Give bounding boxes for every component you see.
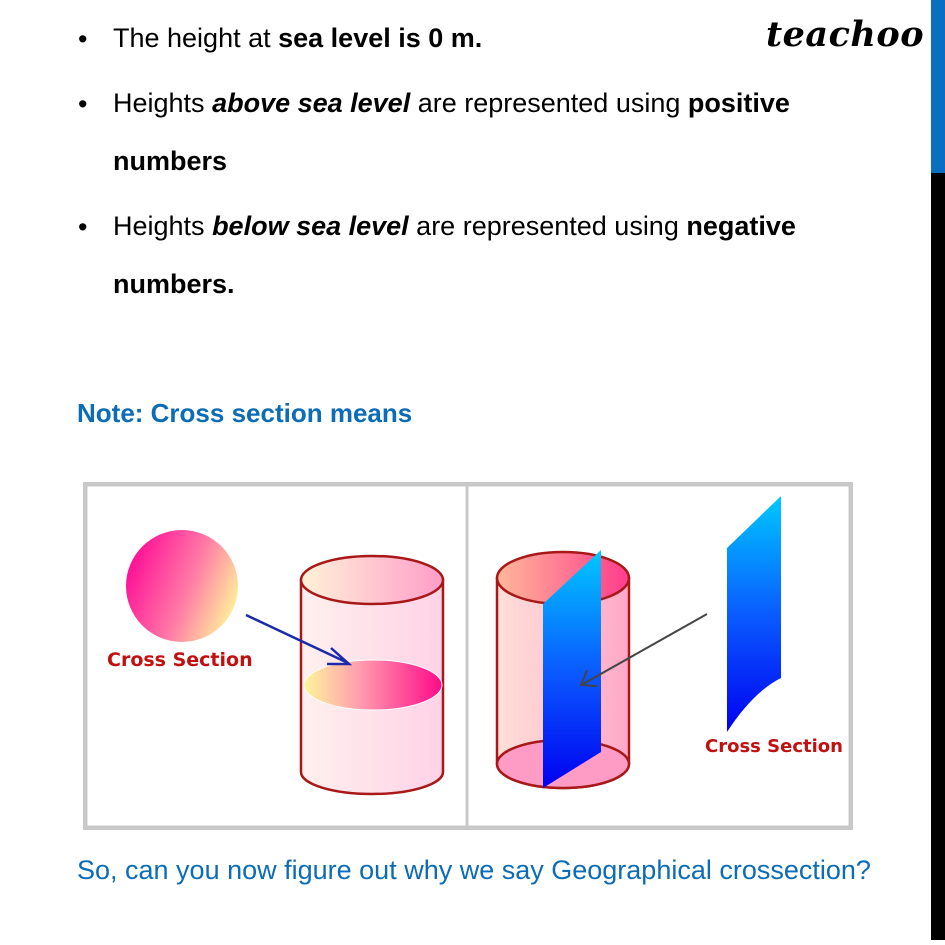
bullet-below-sea-level bbox=[113, 210, 796, 242]
note-heading: Note: Cross section means bbox=[77, 398, 413, 428]
closing-question: So, can you now figure out why we say Geographical crossection? bbox=[77, 855, 871, 885]
text-bold: sea level is 0 m. bbox=[278, 23, 483, 53]
right-cross-section-label: Cross Section bbox=[705, 736, 843, 757]
bullet-icon: • bbox=[78, 212, 88, 242]
bullet-above-sea-level bbox=[113, 87, 790, 119]
text-bold-italic: below sea level bbox=[212, 211, 409, 241]
text-bold: numbers. bbox=[113, 269, 235, 299]
text-normal: are represented using bbox=[410, 88, 688, 118]
teachoo-logo: teachoo bbox=[766, 14, 925, 55]
bullet-icon: • bbox=[78, 89, 88, 119]
text-bold: numbers bbox=[113, 146, 228, 176]
text-bold: negative bbox=[686, 211, 796, 241]
text-normal: are represented using bbox=[408, 211, 687, 241]
bullet-above-continuation bbox=[113, 145, 227, 177]
bullet-sea-level bbox=[113, 22, 482, 54]
text-bold-italic: above sea level bbox=[212, 88, 411, 118]
circle-cross-section bbox=[126, 530, 238, 642]
side-dark-bar bbox=[931, 173, 945, 940]
bullet-icon: • bbox=[78, 24, 88, 54]
side-accent-bar bbox=[931, 0, 945, 173]
cross-section-figure bbox=[83, 482, 853, 830]
text-normal: Heights bbox=[113, 88, 213, 118]
text-normal: Heights bbox=[113, 211, 213, 241]
text-bold: positive bbox=[687, 88, 790, 118]
left-cross-section-label: Cross Section bbox=[107, 649, 253, 671]
bullet-below-continuation bbox=[113, 268, 235, 300]
text-normal: The height at bbox=[113, 23, 279, 53]
